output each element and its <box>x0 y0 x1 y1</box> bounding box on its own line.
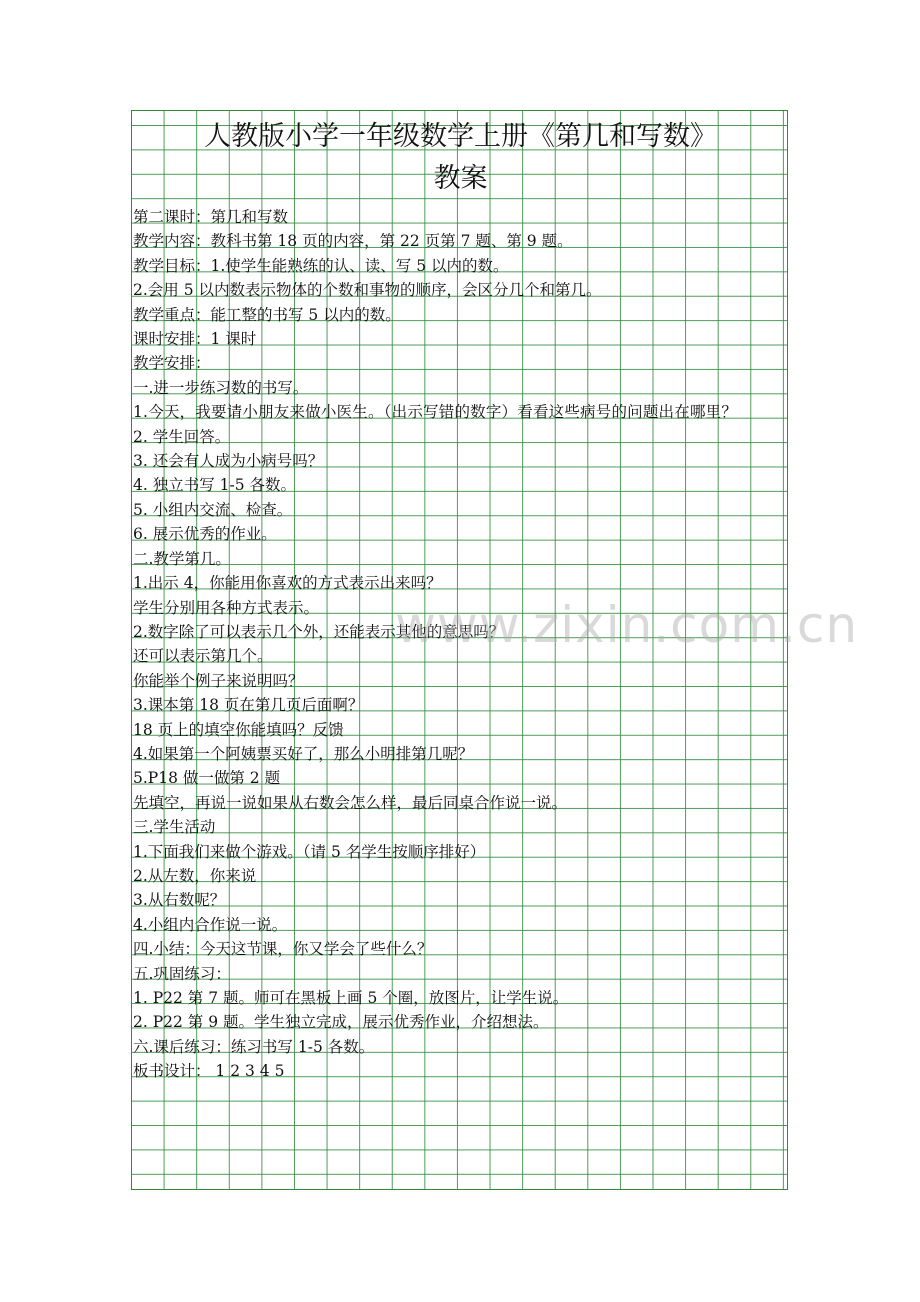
text-line: 二.教学第几。 <box>133 549 231 568</box>
document-body <box>132 111 789 1084</box>
text-line: 2. 学生回答。 <box>133 427 231 446</box>
text-line: 1. P22 第 7 题。师可在黑板上画 5 个圈，放图片，让学生说。 <box>133 989 569 1007</box>
text-line: 4.小组内合作说一说。 <box>133 915 288 934</box>
lesson-plan-text <box>132 205 789 1084</box>
text-line: 1.下面我们来做个游戏。（请 5 名学生按顺序排好） <box>133 842 486 861</box>
text-line: 2.从左数，你来说 <box>133 866 257 885</box>
text-line: 还可以表示第几个。 <box>133 647 273 666</box>
text-line: 2.会用 5 以内数表示物体的个数和事物的顺序，会区分几个和第几。 <box>133 281 602 300</box>
text-line: 2.数字除了可以表示几个外，还能表示其他的意思吗？ <box>133 622 505 641</box>
text-line: 学生分别用各种方式表示。 <box>133 598 320 617</box>
watermark: www.zixin.com.cn <box>395 596 859 654</box>
text-line: 1.今天，我要请小朋友来做小医生。（出示写错的数字）看看这些病号的问题出在哪里？ <box>133 403 738 422</box>
text-line: 教学重点：能工整的书写 5 以内的数。 <box>133 305 401 324</box>
text-line: 3.从右数呢？ <box>133 891 226 910</box>
text-line: 1.出示 4，你能用你喜欢的方式表示出来吗？ <box>133 574 442 593</box>
text-line: 五.巩固练习： <box>133 964 231 983</box>
text-line: 5. 小组内交流、检查。 <box>133 500 293 519</box>
text-line: 4.如果第一个阿姨票买好了，那么小明排第几呢？ <box>133 744 474 763</box>
text-line: 四.小结：今天这节课，你又学会了些什么？ <box>133 940 433 959</box>
text-line: 课时安排：1 课时 <box>133 330 257 349</box>
text-line: 六.课后练习：练习书写 1-5 各数。 <box>133 1037 375 1056</box>
text-line: 板书设计： 1 2 3 4 5 <box>133 1062 285 1081</box>
text-line: 6. 展示优秀的作业。 <box>133 525 277 544</box>
grid-paper-sheet <box>131 110 788 1190</box>
text-line: 第二课时：第几和写数 <box>133 208 289 226</box>
text-line: 教学目标：1.使学生能熟练的认、读、写 5 以内的数。 <box>133 256 509 275</box>
text-line: 教学安排： <box>133 354 211 373</box>
document-title-line-2: 教案 <box>433 163 488 194</box>
text-line: 3.课本第 18 页在第几页后面啊？ <box>133 696 364 715</box>
text-line: 2. P22 第 9 题。学生独立完成，展示优秀作业，介绍想法。 <box>133 1013 549 1032</box>
text-line: 3. 还会有人成为小病号吗？ <box>133 452 324 471</box>
text-line: 18 页上的填空你能填吗？反馈 <box>133 720 344 739</box>
text-line: 三.学生活动 <box>133 818 216 837</box>
text-line: 4. 独立书写 1-5 各数。 <box>133 476 297 495</box>
document-title-line-1: 人教版小学一年级数学上册《第几和写数》 <box>204 121 717 152</box>
text-line: 先填空，再说一说如果从右数会怎么样，最后同桌合作说一说。 <box>133 793 568 812</box>
text-line: 5.P18 做一做第 2 题 <box>133 769 281 788</box>
text-line: 你能举个例子来说明吗？ <box>133 671 304 690</box>
text-line: 教学内容：教科书第 18 页的内容，第 22 页第 7 题、第 9 题。 <box>133 232 573 251</box>
text-line: 一.进一步练习数的书写。 <box>133 378 309 397</box>
